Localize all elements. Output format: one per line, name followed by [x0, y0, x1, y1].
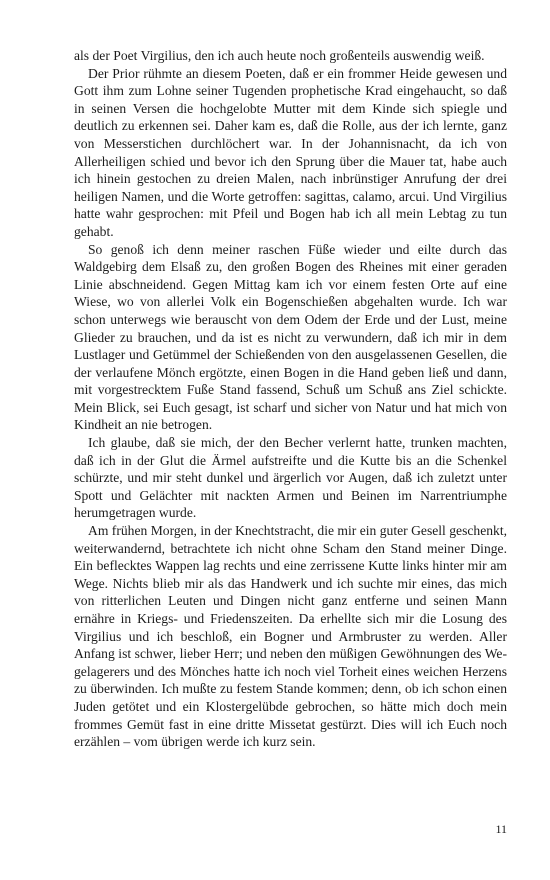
paragraph-journey: So genoß ich denn meiner raschen Füße wieder und eilte durch das Waldgebirg dem Elsaß zu, den großen Bogen des Rheines mit einer geraden Linie abschneidend. Gegen Mittag kam ich vor einem festen Orte auf eine Wiese, wo von allerlei Volk ein Bogenschießen abgehalten wurde. Ich war schon unterwegs wie berauscht von dem Odem der Erde und der Lust, meine Glieder zu brauchen, und da ist es nicht zu verwundern, daß ich mir in dem Lustlager und Getümmel der Schießenden von den ausgelassenen Gesellen, die der verlaufene Mönch ergötzte, einen Bogen in die Hand geben ließ und dann, mit vorgestrecktem Fuße Stand fassend, Schuß um Schuß ans Ziel schickte. Mein Blick, sei Euch gesagt, ist scharf und sicher von Natur und hat mich von Kindheit an nie betrogen.	[74, 241, 507, 433]
body-text	[74, 47, 507, 751]
paragraph-morning: Am frühen Morgen, in der Knechtstracht, die mir ein guter Gesell geschenkt, weiterwandernd, betrachtete ich nicht ohne Scham den Stand meiner Dinge. Ein beflecktes Wappen lag rechts und eine zerrissene Kutte links hinter mir am Wege. Nichts blieb mir als das Handwerk und ich suchte mir eines, das mich von ritterlichen Leuten und Dingen nicht ganz entferne und seinen Mann ernähre in Kriegs- und Friedenszeiten. Da erhellte sich mir die Losung des Virgilius und ich beschloß, ein Bogner und Armbruster zu werden. Aller Anfang ist schwer, lieber Herr; und neben den müßigen Gewöhnungen des Wegelagerers und des Mönches hatte ich noch viel Torheit eines weichen Herzens zu überwinden. Ich mußte zu festem Stande kommen; denn, ob ich schon einen Juden getötet und ein Klostergelübde gebrochen, so hätte mich doch mein frommes Gemüt fast in eine dritte Missetat gestürzt. Dies will ich Euch noch erzählen – vom übrigen werde ich kurz sein.	[74, 523, 507, 750]
page-number: 11	[495, 822, 507, 836]
paragraph-drunk: Ich glaube, daß sie mich, der den Becher verlernt hatte, trunken machten, daß ich in der Glut die Ärmel aufstreifte und die Kutte bis an die Schenkel schürzte, und mir steht dunkel und ärgerlich vor Augen, daß ich zuletzt unter Spott und Gelächter mit nackten Armen und Beinen im Narrentriumphe herumgetragen wurde.	[74, 435, 507, 521]
paragraph-continuation: als der Poet Virgilius, den ich auch heute noch großenteils auswendig weiß.	[74, 48, 485, 63]
paragraph-prior: Der Prior rühmte an diesem Poeten, daß er ein frommer Heide gewesen und Gott ihm zum Lohne seiner Tugenden prophetische Krad eingehaucht, so daß in seinen Versen die hochgelobte Mutter mit dem Kinde sich spiegle und deutlich zu erkennen sei. Daher kam es, daß die Rolle, aus der ich lernte, ganz von Messerstichen durchlöchert war. In der Johannisnacht, da ich von Allerheiligen schied und bevor ich den Sprung über die Mauer tat, habe auch ich hinein gestochen zu dreien Malen, nach inbrünstiger Anrufung der drei heiligen Namen, und die Worte getroffen: sagittas, calamo, arcui. Und Virgilius hatte wahr gesprochen: mit Pfeil und Bogen hab ich all mein Lebtag zu tun gehabt.	[74, 65, 507, 239]
